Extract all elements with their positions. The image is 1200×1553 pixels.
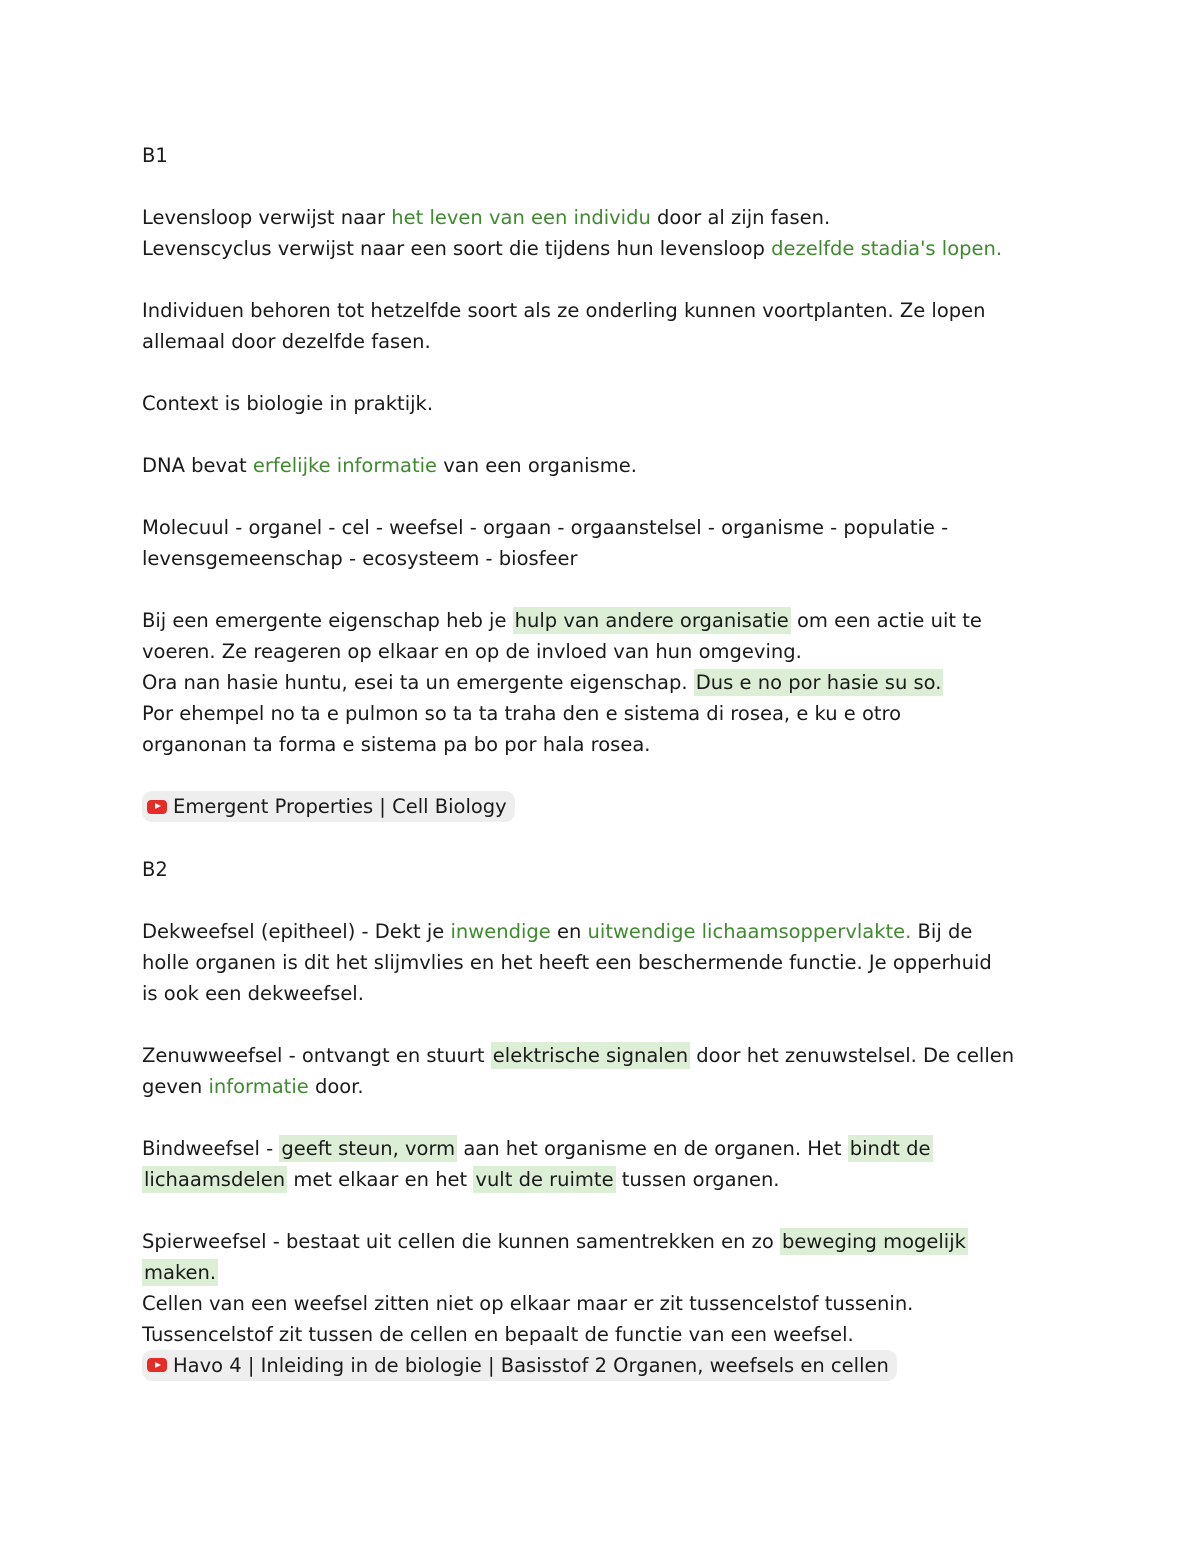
highlighted-term: hulp van andere organisatie [514, 609, 789, 632]
paragraph-individuen: Individuen behoren tot hetzelfde soort als ze onderling kunnen voortplanten. Ze lopen allemaal door dezelfde fasen. [142, 299, 986, 353]
highlighted-term: elektrische signalen [492, 1043, 689, 1067]
green-term: erfelijke informatie [252, 454, 438, 477]
video-link-emergent-properties[interactable]: Emergent Properties | Cell Biology [142, 791, 515, 822]
paragraph-bindweefsel: Bindweefsel - geeft steun, vorm aan het organisme en de organen. Het bindt de lichaamsdelen met elkaar en het vult de ruimte tussen organen. [142, 1136, 931, 1191]
highlighted-term: geeft steun, vorm [281, 1136, 456, 1160]
paragraph-spierweefsel: Spierweefsel - bestaat uit cellen die kunnen samentrekken en zo beweging mogelijk maken. Cellen van een weefsel zitten niet op elkaar maar er zit tussencelstof tussenin. Tussencelstof zit tussen de cellen en bepaalt de functie van een weefsel. [142, 1229, 966, 1346]
highlighted-term: maken. [144, 1260, 217, 1284]
section-heading-b2: B2 [142, 857, 168, 881]
green-term: het leven van een individu [391, 206, 651, 229]
paragraph-organisation-levels: Molecuul - organel - cel - weefsel - orgaan - orgaanstelsel - organisme - populatie - levensgemeenschap - ecosysteem - biosfeer [142, 516, 949, 570]
highlighted-term: bindt de [849, 1136, 931, 1160]
paragraph-dna: DNA bevat erfelijke informatie van een organisme. [142, 454, 637, 477]
video-link-havo4-inleiding[interactable]: Havo 4 | Inleiding in de biologie | Basisstof 2 Organen, weefsels en cellen [142, 1350, 897, 1381]
paragraph-context: Context is biologie in praktijk. [142, 392, 434, 415]
paragraph-zenuwweefsel: Zenuwweefsel - ontvangt en stuurt elektrische signalen door het zenuwstelsel. De cellen geven informatie door. [142, 1043, 1015, 1098]
youtube-icon [147, 1358, 167, 1372]
section-heading-b1: B1 [142, 144, 168, 167]
highlighted-term: beweging mogelijk [782, 1229, 966, 1253]
highlighted-term: Dus e no por hasie su so. [695, 671, 942, 694]
paragraph-dekweefsel: Dekweefsel (epitheel) - Dekt je inwendige en uitwendige lichaamsoppervlakte. Bij de holle organen is dit het slijmvlies en het heeft een beschermende functie. Je opperhuid is ook een dekweefsel. [142, 919, 992, 1005]
highlighted-term: vult de ruimte [475, 1167, 614, 1191]
green-term: uitwendige lichaamsoppervlakte. [587, 919, 912, 943]
paragraph-emergent: Bij een emergente eigenschap heb je hulp van andere organisatie om een actie uit te voeren. Ze reageren op elkaar en op de invloed van hun omgeving. Ora nan hasie huntu, esei ta un emergente eigenschap. Dus e no por hasie su so. Por ehempel no ta e pulmon so ta ta traha den e sistema di rosea, e ku e otro organonan ta forma e sistema pa bo por hala rosea. [142, 609, 982, 756]
green-term: inwendige [450, 919, 551, 943]
youtube-icon [147, 800, 167, 814]
paragraph-levensloop: Levensloop verwijst naar het leven van een individu door al zijn fasen. Levenscyclus verwijst naar een soort die tijdens hun levensloop dezelfde stadia's lopen. [142, 206, 1003, 260]
document-page [142, 140, 1072, 1381]
highlighted-term: lichaamsdelen [144, 1167, 286, 1191]
green-term: dezelfde stadia's lopen. [771, 237, 1003, 260]
green-term: informatie [208, 1074, 309, 1098]
